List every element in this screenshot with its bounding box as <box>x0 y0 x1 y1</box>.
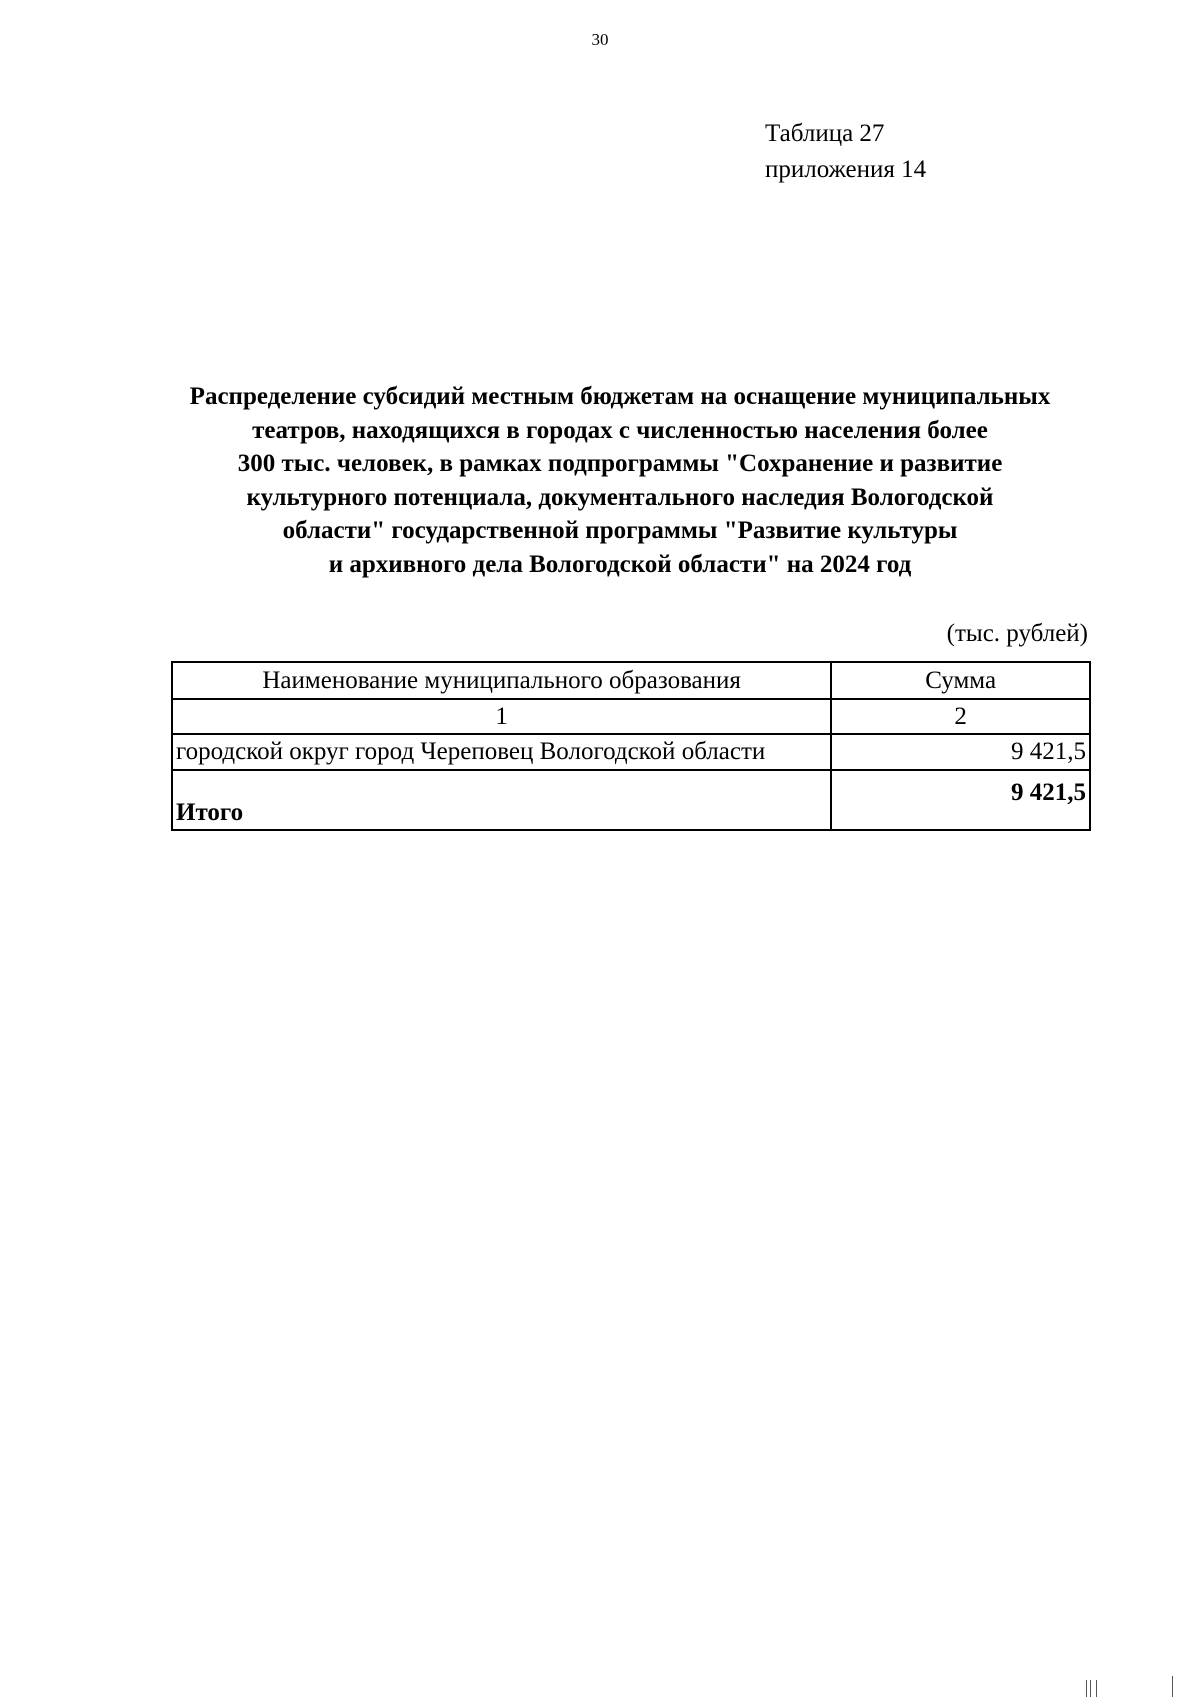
total-label: Итого <box>172 770 831 830</box>
column-number-2: 2 <box>831 699 1090 734</box>
scan-mark <box>1090 1680 1091 1697</box>
table-header-row <box>172 662 1090 699</box>
title-line: 300 тыс. человек, в рамках подпрограммы "Сохранение и развитие <box>237 450 1003 477</box>
document-title <box>160 380 1080 581</box>
scan-mark <box>1086 1680 1087 1697</box>
page-number: 30 <box>591 30 609 49</box>
title-line: театров, находящихся в городах с численностью населения более <box>252 416 988 444</box>
header-amount: Сумма <box>831 662 1090 699</box>
title-line: культурного потенциала, документального наследия Вологодской <box>246 483 994 511</box>
total-amount: 9 421,5 <box>831 770 1090 830</box>
subsidy-table <box>171 661 1091 831</box>
table-ref-line2: приложения 14 <box>765 156 927 183</box>
header-name: Наименование муниципального образования <box>172 662 831 699</box>
title-line: области" государственной программы "Развитие культуры <box>282 517 958 544</box>
scan-mark <box>1172 1676 1173 1697</box>
title-line: и архивного дела Вологодской области" на 2024 год <box>328 550 912 578</box>
table-ref-line1: Таблица 27 <box>765 120 885 147</box>
title-line: Распределение субсидий местным бюджетам на оснащение муниципальных <box>189 383 1051 410</box>
total-row <box>172 770 1090 830</box>
column-number-1: 1 <box>172 699 831 734</box>
column-number-row <box>172 699 1090 734</box>
table-row <box>172 734 1090 770</box>
table-reference <box>765 116 926 188</box>
scan-mark <box>1096 1680 1097 1697</box>
municipality-name: городской округ город Череповец Вологодской области <box>172 734 831 770</box>
units-label: (тыс. рублей) <box>946 620 1088 647</box>
municipality-amount: 9 421,5 <box>831 734 1090 770</box>
